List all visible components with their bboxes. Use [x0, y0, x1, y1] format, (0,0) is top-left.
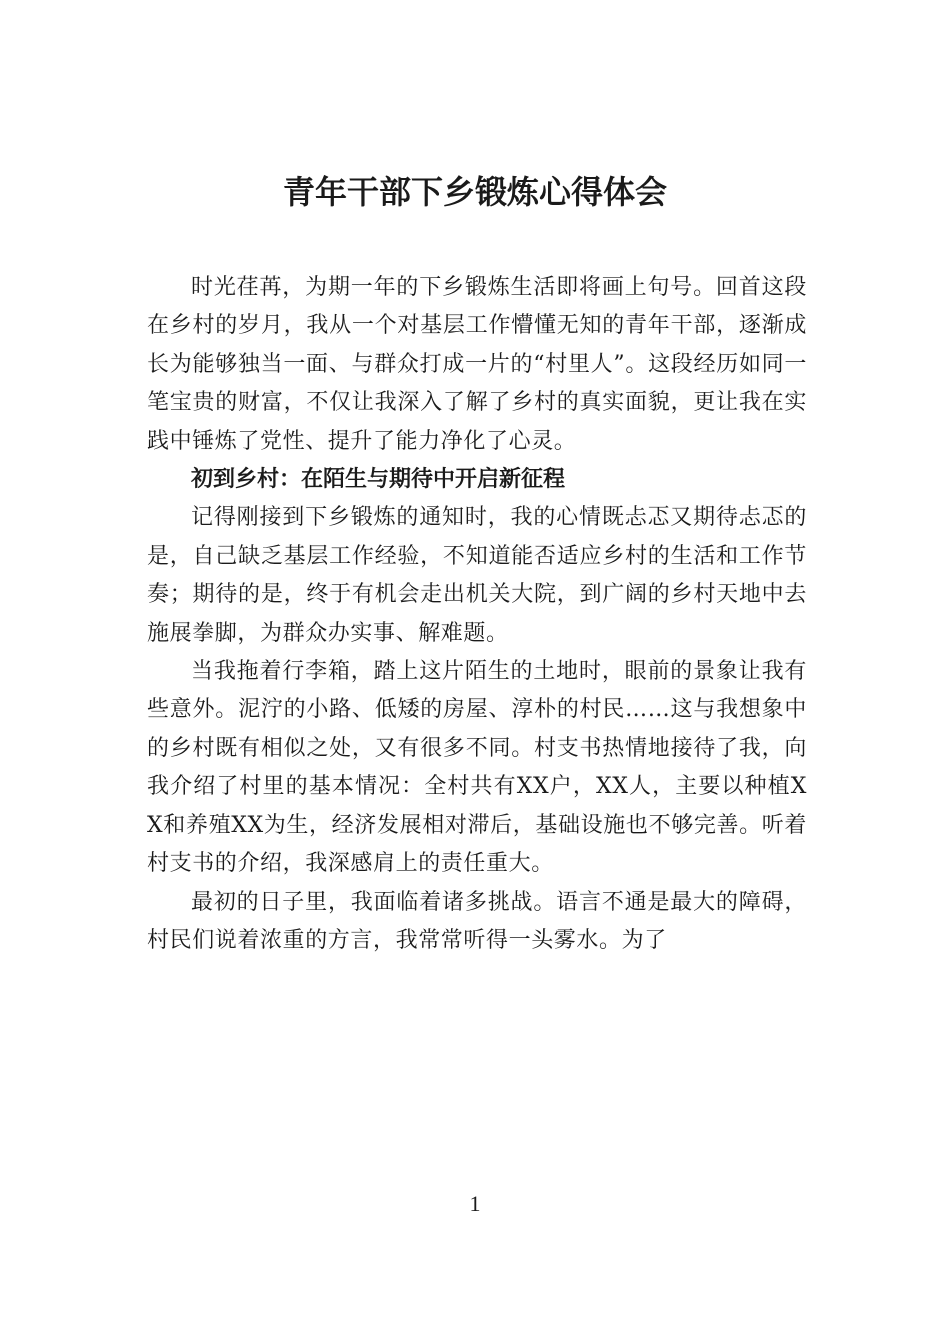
section-paragraph-1: 记得刚接到下乡锻炼的通知时，我的心情既忐忑又期待忐忑的是，自己缺乏基层工作经验，不知道能否适应乡村的生活和工作节奏；期待的是，终于有机会走出机关大院，到广阔的乡村天地中去施展拳脚，为群众办实事、解难题。 [147, 505, 807, 646]
document-title: 青年干部下乡锻炼心得体会 [282, 173, 667, 211]
section-paragraph-3: 最初的日子里，我面临着诸多挑战。语言不通是最大的障碍，村民们说着浓重的方言，我常常听得一头雾水。为了 [147, 889, 807, 953]
section-heading: 初到乡村：在陌生与期待中开启新征程 [191, 467, 566, 493]
section-paragraph-2: 当我拖着行李箱，踏上这片陌生的土地时，眼前的景象让我有些意外。泥泞的小路、低矮的房屋、淳朴的村民……这与我想象中的乡村既有相似之处，又有很多不同。村支书热情地接待了我，向我介绍了村里的基本情况：全村共有XX户，XX人，主要以种植XX和养殖XX为生，经济发展相对滞后，基础设施也不够完善。听着村支书的介绍，我深感肩上的责任重大。 [147, 659, 807, 877]
page-number: 1 [469, 1191, 481, 1216]
intro-paragraph: 时光荏苒，为期一年的下乡锻炼生活即将画上句号。回首这段在乡村的岁月，我从一个对基层工作懵懂无知的青年干部，逐渐成长为能够独当一面、与群众打成一片的“村里人”。这段经历如同一笔宝贵的财富，不仅让我深入了解了乡村的真实面貌，更让我在实践中锤炼了党性、提升了能力净化了心灵。 [147, 275, 807, 454]
document-body [147, 269, 807, 960]
